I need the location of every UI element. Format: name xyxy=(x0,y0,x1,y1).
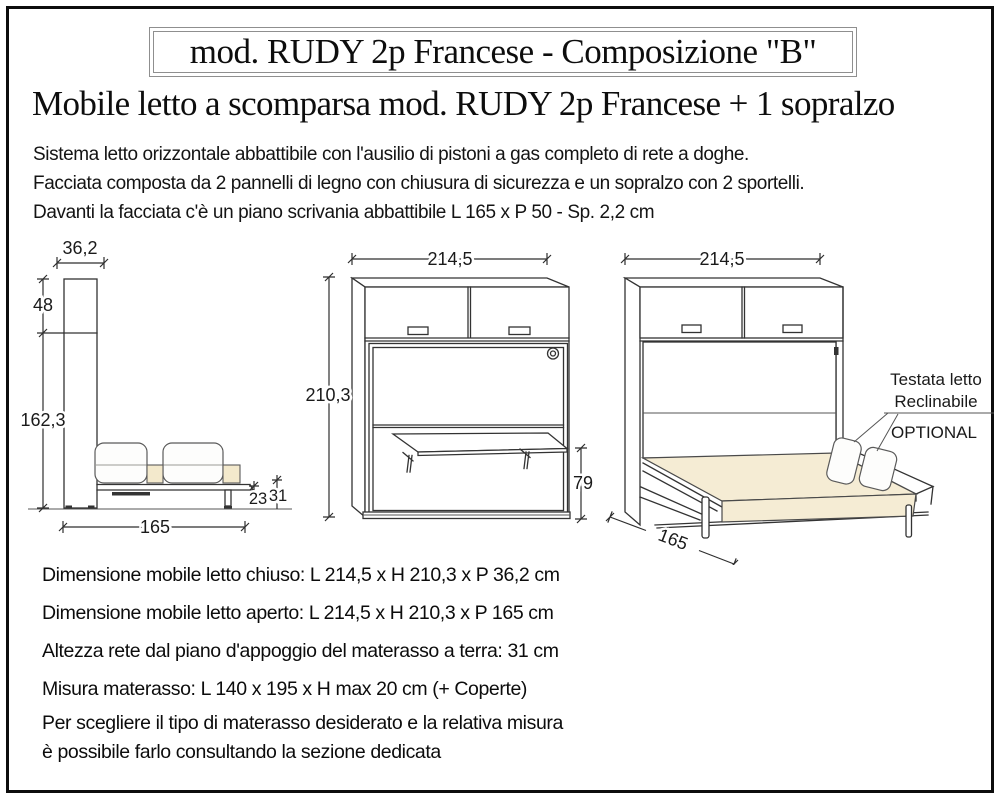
svg-text:165: 165 xyxy=(139,517,171,537)
diagram-open-view xyxy=(606,249,994,565)
desk-platform xyxy=(97,485,253,491)
seat-block xyxy=(223,465,240,483)
bed-leg xyxy=(702,497,709,538)
svg-text:23: 23 xyxy=(248,490,268,508)
specifications-block xyxy=(42,556,560,708)
svg-text:48: 48 xyxy=(32,295,54,315)
dimension-height-closed xyxy=(305,273,350,521)
title-box-inner-border xyxy=(153,31,853,73)
dimension-desk-height xyxy=(573,444,593,523)
svg-text:210,3: 210,3 xyxy=(305,385,351,405)
page-title: mod. RUDY 2p Francese - Composizione "B" xyxy=(189,32,817,71)
description-block xyxy=(33,140,804,227)
backrest-cushion xyxy=(163,443,223,483)
cabinet-left-face xyxy=(352,278,365,517)
spec-open-dimensions: Dimensione mobile letto aperto: L 214,5 x H 210,3 x P 165 cm xyxy=(42,602,554,624)
desk-leg-foot xyxy=(224,506,232,509)
dimension-width-closed xyxy=(348,249,551,269)
svg-text:165: 165 xyxy=(655,524,691,555)
dimension-open-depth-side xyxy=(59,517,249,537)
cabinet-side-profile xyxy=(64,279,97,508)
door-handle xyxy=(408,327,428,335)
optional-label: OPTIONAL xyxy=(891,423,977,442)
svg-text:79: 79 xyxy=(572,473,594,493)
description-line-3: Davanti la facciata c'è un piano scrivania abbattibile L 165 x P 50 - Sp. 2,2 cm xyxy=(33,202,655,223)
backrest-cushion xyxy=(95,443,147,483)
door-handle xyxy=(682,325,701,333)
title-box xyxy=(149,27,857,77)
dimension-width-open xyxy=(621,249,824,269)
dimension-platform-heights xyxy=(249,475,287,509)
bed-leg xyxy=(906,505,912,537)
dimension-depth-open xyxy=(606,511,738,565)
headboard-label: Testata letto xyxy=(890,370,982,389)
diagram-closed-front-view xyxy=(305,249,593,523)
page-subtitle: Mobile letto a scomparsa mod. RUDY 2p Francese + 1 sopralzo xyxy=(32,84,895,123)
door-handle xyxy=(783,325,802,333)
cabinet-top-face xyxy=(625,278,843,287)
cabinet-left-face xyxy=(625,278,640,525)
spec-mattress-size: Misura materasso: L 140 x 195 x H max 20 cm (+ Coperte) xyxy=(42,678,528,700)
dimension-depth-closed xyxy=(53,238,108,269)
desk-underside-bar xyxy=(112,492,150,496)
cabinet-front-face xyxy=(365,287,569,517)
cabinet-foot xyxy=(66,506,73,509)
cabinet-top-face xyxy=(352,278,569,287)
cabinet-foot xyxy=(88,506,95,509)
desk-leg xyxy=(225,490,231,506)
headboard-label: Reclinabile xyxy=(894,392,978,411)
svg-text:36,2: 36,2 xyxy=(62,238,98,258)
svg-text:214,5: 214,5 xyxy=(699,249,745,269)
spec-slat-height: Altezza rete dal piano d'appoggio del materasso a terra: 31 cm xyxy=(42,640,559,662)
footer-line-2: è possibile farlo consultando la sezione dedicata xyxy=(42,741,441,763)
description-line-1: Sistema letto orizzontale abbattibile con l'ausilio di pistoni a gas completo di rete a doghe. xyxy=(33,144,749,165)
door-handle xyxy=(509,327,530,335)
technical-drawings xyxy=(0,235,1000,565)
seat-block xyxy=(147,465,163,483)
spec-closed-dimensions: Dimensione mobile letto chiuso: L 214,5 x H 210,3 x P 36,2 cm xyxy=(42,564,560,586)
description-line-2: Facciata composta da 2 pannelli di legno con chiusura di sicurezza e un sopralzo con 2 sportelli. xyxy=(33,173,805,194)
svg-text:31: 31 xyxy=(268,487,288,505)
dimension-heights-side xyxy=(20,275,65,512)
footer-note xyxy=(42,709,563,767)
lock-icon xyxy=(834,347,839,355)
svg-text:162,3: 162,3 xyxy=(20,410,66,430)
svg-text:214,5: 214,5 xyxy=(427,249,473,269)
interior-back-panel xyxy=(643,342,836,458)
diagram-closed-side-view xyxy=(20,238,292,537)
footer-line-1: Per scegliere il tipo di materasso desiderato e la relativa misura xyxy=(42,712,563,734)
